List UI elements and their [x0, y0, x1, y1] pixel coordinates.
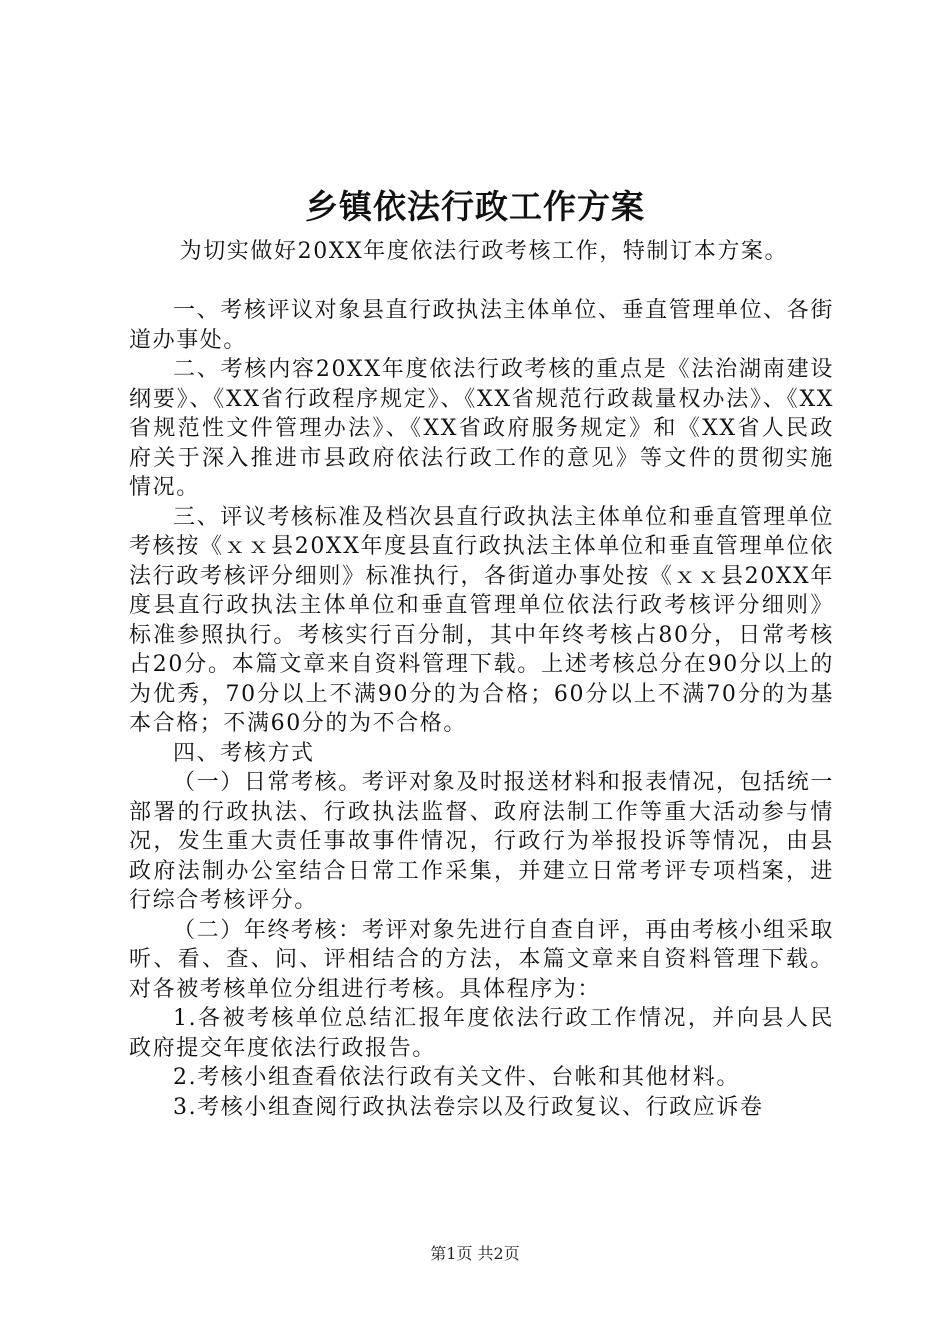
procedure-item-2: 2.考核小组查看依法行政有关文件、台帐和其他材料。	[173, 1065, 740, 1090]
daily-assessment-paragraph: （一）日常考核。考评对象及时报送材料和报表情况，包括统一部署的行政执法、行政执法监督、政府法制工作等重大活动参与情况，发生重大责任事故事件情况，行政行为举报投诉等情况，由县政府法制办公室结合日常工作采集，并建立日常考评专项档案，进行综合考核评分。	[129, 770, 834, 913]
annual-assessment-paragraph: （二）年终考核：考评对象先进行自查自评，再由考核小组采取听、看、查、问、评相结合的方法，本篇文章来自资料管理下载。对各被考核单位分组进行考核。具体程序为：	[129, 917, 834, 1002]
page-footer: 第1页 共2页	[430, 1244, 520, 1263]
blank-line	[129, 267, 834, 297]
intro-paragraph: 为切实做好20XX年度依法行政考核工作，特制订本方案。	[179, 239, 789, 264]
document-title: 乡镇依法行政工作方案	[305, 187, 645, 226]
procedure-item-1: 1.各被考核单位总结汇报年度依法行政工作情况，并向县人民政府提交年度依法行政报告。	[129, 1006, 834, 1061]
section-3-paragraph: 三、评议考核标准及档次县直行政执法主体单位和垂直管理单位考核按《ｘｘ县20XX年度县直行政执法主体单位和垂直管理单位依法行政考核评分细则》标准执行，各街道办事处按《ｘｘ县20XX年度县直行政执法主体单位和垂直管理单位依法行政考核评分细则》标准参照执行。考核实行百分制，其中年终考核占80分，日常考核占20分。本篇文章来自资料管理下载。上述考核总分在90分以上的为优秀，70分以上不满90分的为合格；60分以上不满70分的为基本合格；不满60分的为不合格。	[129, 504, 834, 736]
document-body	[129, 237, 834, 1122]
section-1-paragraph: 一、考核评议对象县直行政执法主体单位、垂直管理单位、各街道办事处。	[129, 298, 834, 353]
section-4-heading: 四、考核方式	[173, 740, 315, 766]
section-2-paragraph: 二、考核内容20XX年度依法行政考核的重点是《法治湖南建设纲要》、《XX省行政程序规定》、《XX省规范行政裁量权办法》、《XX省规范性文件管理办法》、《XX省政府服务规定》和《XX省人民政府关于深入推进市县政府依法行政工作的意见》等文件的贯彻实施情况。	[129, 357, 834, 500]
procedure-item-3: 3.考核小组查阅行政执法卷宗以及行政复议、行政应诉卷	[173, 1094, 764, 1120]
